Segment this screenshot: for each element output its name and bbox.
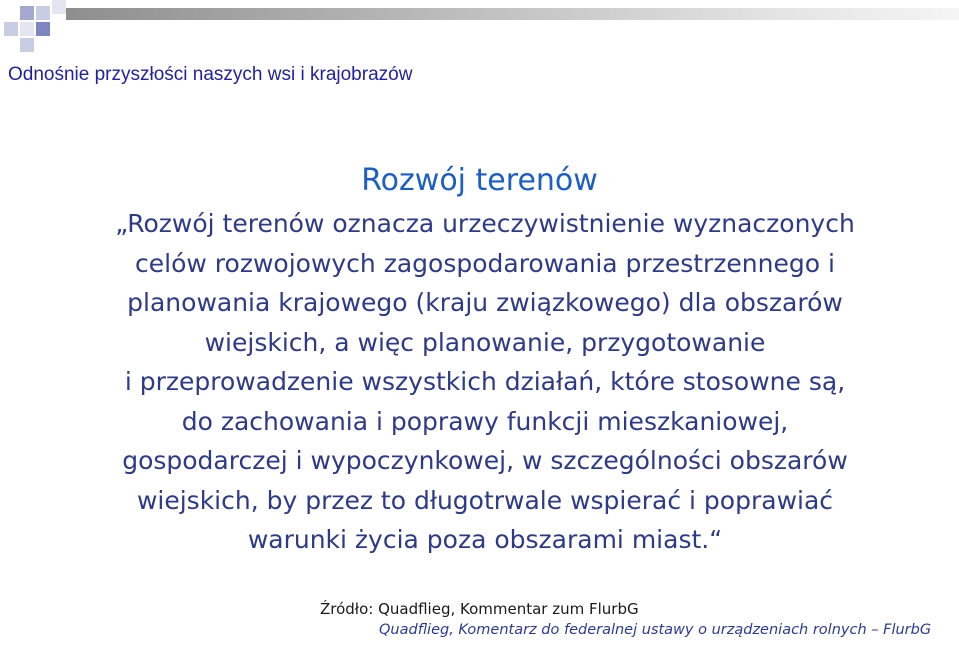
deco-square bbox=[36, 6, 50, 20]
top-gradient-bar bbox=[66, 8, 959, 20]
body-line: warunki życia poza obszarami miast.“ bbox=[247, 525, 723, 554]
body-line: i przeprowadzenie wszystkich działań, które stosowne są, bbox=[124, 367, 846, 396]
source-translation: Quadflieg, Komentarz do federalnej ustawy o urządzeniach rolnych – FlurbG bbox=[379, 622, 932, 638]
body-line: wiejskich, by przez to długotrwale wspierać i poprawiać bbox=[136, 485, 834, 515]
deco-square bbox=[4, 22, 18, 36]
deco-square bbox=[20, 22, 34, 36]
deco-square bbox=[20, 38, 34, 52]
body-line: wiejskich, a więc planowanie, przygotowanie bbox=[204, 327, 766, 357]
deco-square bbox=[20, 6, 34, 20]
body-line: planowania krajowego (kraju związkowego) dla obszarów bbox=[127, 288, 843, 317]
body-line: celów rozwojowych zagospodarowania przestrzennego i bbox=[135, 248, 835, 278]
header-title: Odnośnie przyszłości naszych wsi i krajobrazów bbox=[8, 64, 413, 85]
body-line: do zachowania i poprawy funkcji mieszkaniowej, bbox=[181, 406, 789, 436]
deco-square bbox=[52, 0, 66, 14]
source-citation: Źródło: Quadflieg, Kommentar zum FlurbG bbox=[320, 600, 639, 618]
body-quote bbox=[60, 204, 910, 560]
slide-title: Rozwój terenów bbox=[361, 163, 598, 199]
body-line: gospodarczej i wypoczynkowej, w szczególności obszarów bbox=[122, 446, 848, 475]
body-line: „Rozwój terenów oznacza urzeczywistnienie wyznaczonych bbox=[115, 209, 855, 238]
deco-square bbox=[36, 22, 50, 36]
